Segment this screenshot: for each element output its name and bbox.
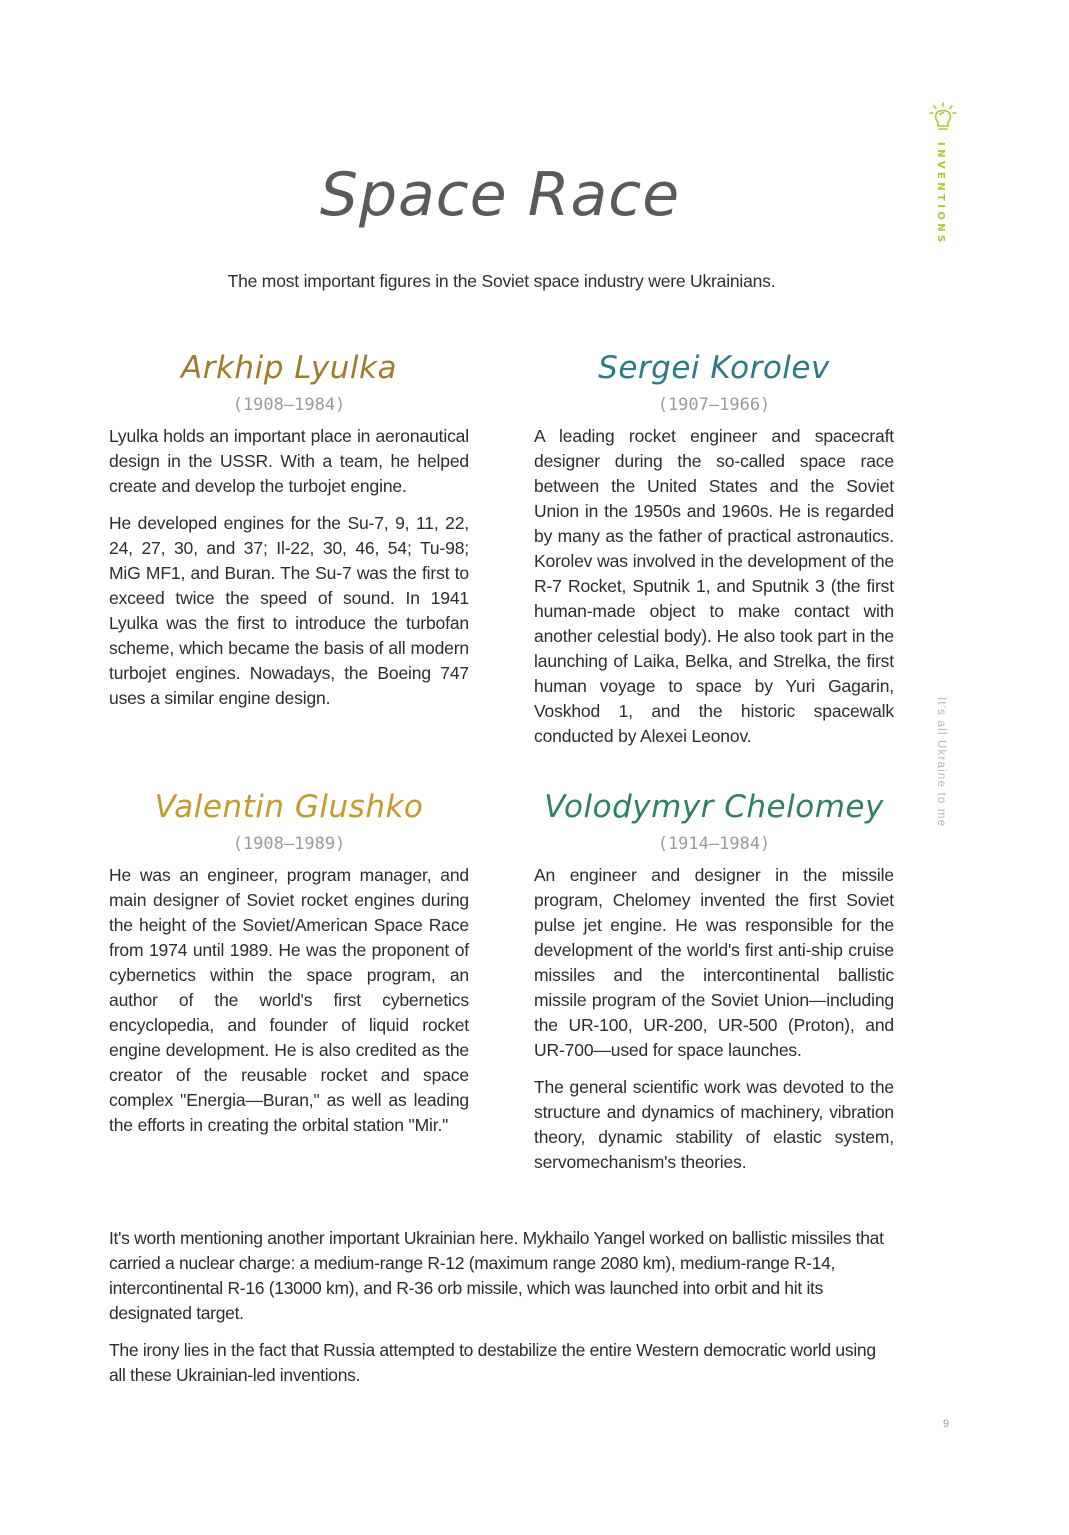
- closing-text: The irony lies in the fact that Russia attempted to destabilize the entire Western democratic world using all these Ukrainian-led inventions.: [109, 1340, 876, 1385]
- person-years: (1907–1966): [657, 395, 771, 415]
- person-name: Arkhip Lyulka: [181, 350, 397, 386]
- person-name: Volodymyr Chelomey: [544, 789, 884, 825]
- page-subtitle: The most important figures in the Soviet space industry were Ukrainians.: [227, 271, 776, 291]
- person-bio: He developed engines for the Su-7, 9, 11, 22, 24, 27, 30, and 37; Il-22, 30, 46, 54; Tu-98; MiG MF1, and Buran. The Su-7 was the first to exceed twice the speed of sound. In 1941 Lyulka was the first to introduce the turbofan scheme, which became the basis of all modern turbojet engines. Nowadays, the Boeing 747 uses a similar engine design.: [109, 513, 469, 708]
- person-bio: The general scientific work was devoted to the structure and dynamics of machinery, vibration theory, dynamic stability of elastic system, servomechanism's theories.: [534, 1077, 894, 1172]
- person-card-lyulka: [109, 348, 469, 723]
- lightbulb-icon: [928, 102, 958, 134]
- closing-paragraph-irony: [109, 1338, 895, 1388]
- person-card-chelomey: [534, 787, 894, 1187]
- page-title: Space Race: [319, 160, 681, 230]
- person-bio: Lyulka holds an important place in aeronautical design in the USSR. With a team, he helped create and develop the turbojet engine.: [109, 426, 469, 496]
- person-card-korolev: [534, 348, 894, 761]
- person-name: Sergei Korolev: [598, 350, 830, 386]
- person-years: (1908–1984): [232, 395, 346, 415]
- page-number: 9: [943, 1418, 950, 1430]
- slogan: It's all Ukraine to me: [935, 697, 947, 828]
- person-bio: He was an engineer, program manager, and main designer of Soviet rocket engines during the height of the Soviet/American Space Race from 1974 until 1989. He was the proponent of cybernetics within the space program, an author of the world's first cybernetics encyclopedia, and founder of liquid rocket engine development. He is also credited as the creator of the reusable rocket and space complex "Energia—Buran," as well as leading the efforts in creating the orbital station "Mir.": [109, 865, 469, 1135]
- person-card-glushko: [109, 787, 469, 1150]
- person-years: (1914–1984): [657, 834, 771, 854]
- person-bio: A leading rocket engineer and spacecraft designer during the so-called space race between the United States and the Soviet Union in the 1950s and 1960s. He is regarded by many as the father of practical astronautics. Korolev was involved in the development of the R-7 Rocket, Sputnik 1, and Sputnik 3 (the first human-made object to make contact with another celestial body). He also took part in the launching of Laika, Belka, and Strelka, the first human voyage to space by Yuri Gagarin, Voskhod 1, and the historic spacewalk conducted by Alexei Leonov.: [534, 426, 894, 746]
- person-bio: An engineer and designer in the missile program, Chelomey invented the first Soviet pulse jet engine. He was responsible for the development of the world's first anti-ship cruise missiles and the intercontinental ballistic missile program of the Soviet Union—including the UR-100, UR-200, UR-500 (Proton), and UR-700—used for space launches.: [534, 865, 894, 1060]
- section-label: INVENTIONS: [935, 142, 946, 246]
- person-name: Valentin Glushko: [154, 789, 424, 825]
- closing-text: It's worth mentioning another important Ukrainian here. Mykhailo Yangel worked on ballistic missiles that carried a nuclear charge: a medium-range R-12 (maximum range 2080 km), medium-range R-14, intercontinental R-16 (13000 km), and R-36 orb missile, which was launched into orbit and hit its designated target.: [109, 1228, 884, 1323]
- person-years: (1908–1989): [232, 834, 346, 854]
- closing-paragraph-yangel: [109, 1226, 895, 1326]
